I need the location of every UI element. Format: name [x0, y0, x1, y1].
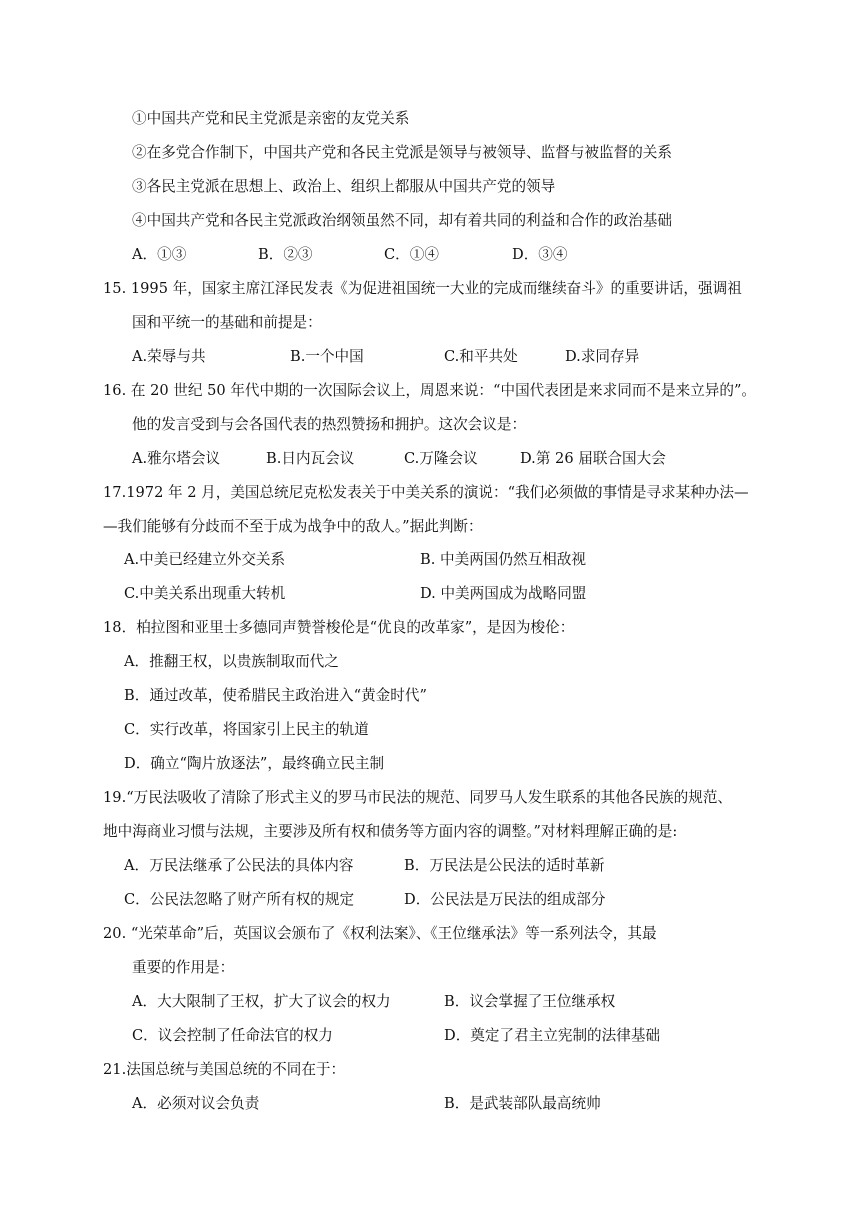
q19-option-a: A．万民法继承了公民法的具体内容: [124, 857, 354, 874]
q14-statement-3: ③各民主党派在思想上、政治上、组织上都服从中国共产党的领导: [132, 178, 556, 195]
q16-option-d: D.第 26 届联合国大会: [520, 450, 666, 467]
q17-stem-line-2: —我们能够有分歧而不至于成为战争中的敌人。”据此判断：: [103, 518, 483, 535]
q16-option-c: C.万隆会议: [404, 450, 478, 467]
q20-stem-line-1: 20. “光荣革命”后，英国议会颁布了《权利法案》、《王位继承法》等一系列法令，其最: [103, 925, 657, 942]
q17-stem-line-1: 17.1972 年 2 月，美国总统尼克松发表关于中美关系的演说：“我们必须做的事情是寻求某种办法—: [103, 484, 749, 501]
q14-option-c: C．①④: [384, 246, 439, 263]
q14-option-b: B．②③: [258, 246, 313, 263]
q21-stem-line-1: 21.法国总统与美国总统的不同在于：: [103, 1061, 346, 1078]
q15-option-b: B.一个中国: [290, 348, 364, 365]
q20-option-c: C．议会控制了任命法官的权力: [132, 1027, 333, 1044]
q17-option-a: A.中美已经建立外交关系: [124, 551, 286, 568]
q16-option-b: B.日内瓦会议: [266, 450, 355, 467]
q18-option-b: B．通过改革，使希腊民主政治进入“黄金时代”: [124, 687, 427, 704]
q17-option-b: B. 中美两国仍然互相敌视: [420, 551, 586, 568]
q18-option-c: C．实行改革，将国家引上民主的轨道: [124, 721, 369, 738]
q18-option-a: A．推翻王权，以贵族制取而代之: [124, 653, 339, 670]
q15-option-c: C.和平共处: [444, 348, 518, 365]
q14-option-a: A．①③: [132, 246, 187, 263]
q15-stem-line-1: 15. 1995 年，国家主席江泽民发表《为促进祖国统一大业的完成而继续奋斗》的重要讲话，强调祖: [103, 280, 742, 297]
q20-option-d: D．奠定了君主立宪制的法律基础: [444, 1027, 661, 1044]
q19-option-b: B．万民法是公民法的适时革新: [404, 857, 605, 874]
q14-statement-1: ①中国共产党和民主党派是亲密的友党关系: [132, 110, 410, 127]
q20-option-a: A．大大限制了王权，扩大了议会的权力: [132, 993, 391, 1010]
q15-option-d: D.求同存异: [565, 348, 640, 365]
q16-stem-line-2: 他的发言受到与会各国代表的热烈赞扬和拥护。这次会议是：: [132, 416, 527, 433]
q18-stem-line-1: 18．柏拉图和亚里士多德同声赞誉梭伦是“优良的改革家”，是因为梭伦：: [103, 619, 575, 636]
q15-stem-line-2: 国和平统一的基础和前提是：: [132, 314, 322, 331]
q21-option-a: A．必须对议会负责: [132, 1095, 260, 1112]
q19-stem-line-1: 19.“万民法吸收了清除了形式主义的罗马市民法的规范、同罗马人发生联系的其他各民族的规范、: [103, 789, 733, 806]
q17-option-c: C.中美关系出现重大转机: [124, 585, 286, 602]
q18-option-d: D．确立“陶片放逐法”，最终确立民主制: [124, 755, 385, 772]
q21-option-b: B．是武装部队最高统帅: [444, 1095, 601, 1112]
q17-option-d: D. 中美两国成为战略同盟: [420, 585, 587, 602]
q14-statement-2: ②在多党合作制下，中国共产党和各民主党派是领导与被领导、监督与被监督的关系: [132, 144, 672, 161]
q14-option-d: D．③④: [512, 246, 568, 263]
q20-option-b: B．议会掌握了王位继承权: [444, 993, 616, 1010]
q14-statement-4: ④中国共产党和各民主党派政治纲领虽然不同，却有着共同的利益和合作的政治基础: [132, 212, 672, 229]
q16-stem-line-1: 16. 在 20 世纪 50 年代中期的一次国际会议上，周恩来说：“中国代表团是来求同而不是来立异的”。: [103, 382, 757, 399]
q19-option-d: D．公民法是万民法的组成部分: [404, 891, 606, 908]
q16-option-a: A.雅尔塔会议: [132, 450, 221, 467]
q20-stem-line-2: 重要的作用是：: [132, 959, 235, 976]
q15-option-a: A.荣辱与共: [132, 348, 206, 365]
q19-option-c: C．公民法忽略了财产所有权的规定: [124, 891, 355, 908]
q19-stem-line-2: 地中海商业习惯与法规，主要涉及所有权和债务等方面内容的调整。”对材料理解正确的是:: [103, 823, 678, 840]
